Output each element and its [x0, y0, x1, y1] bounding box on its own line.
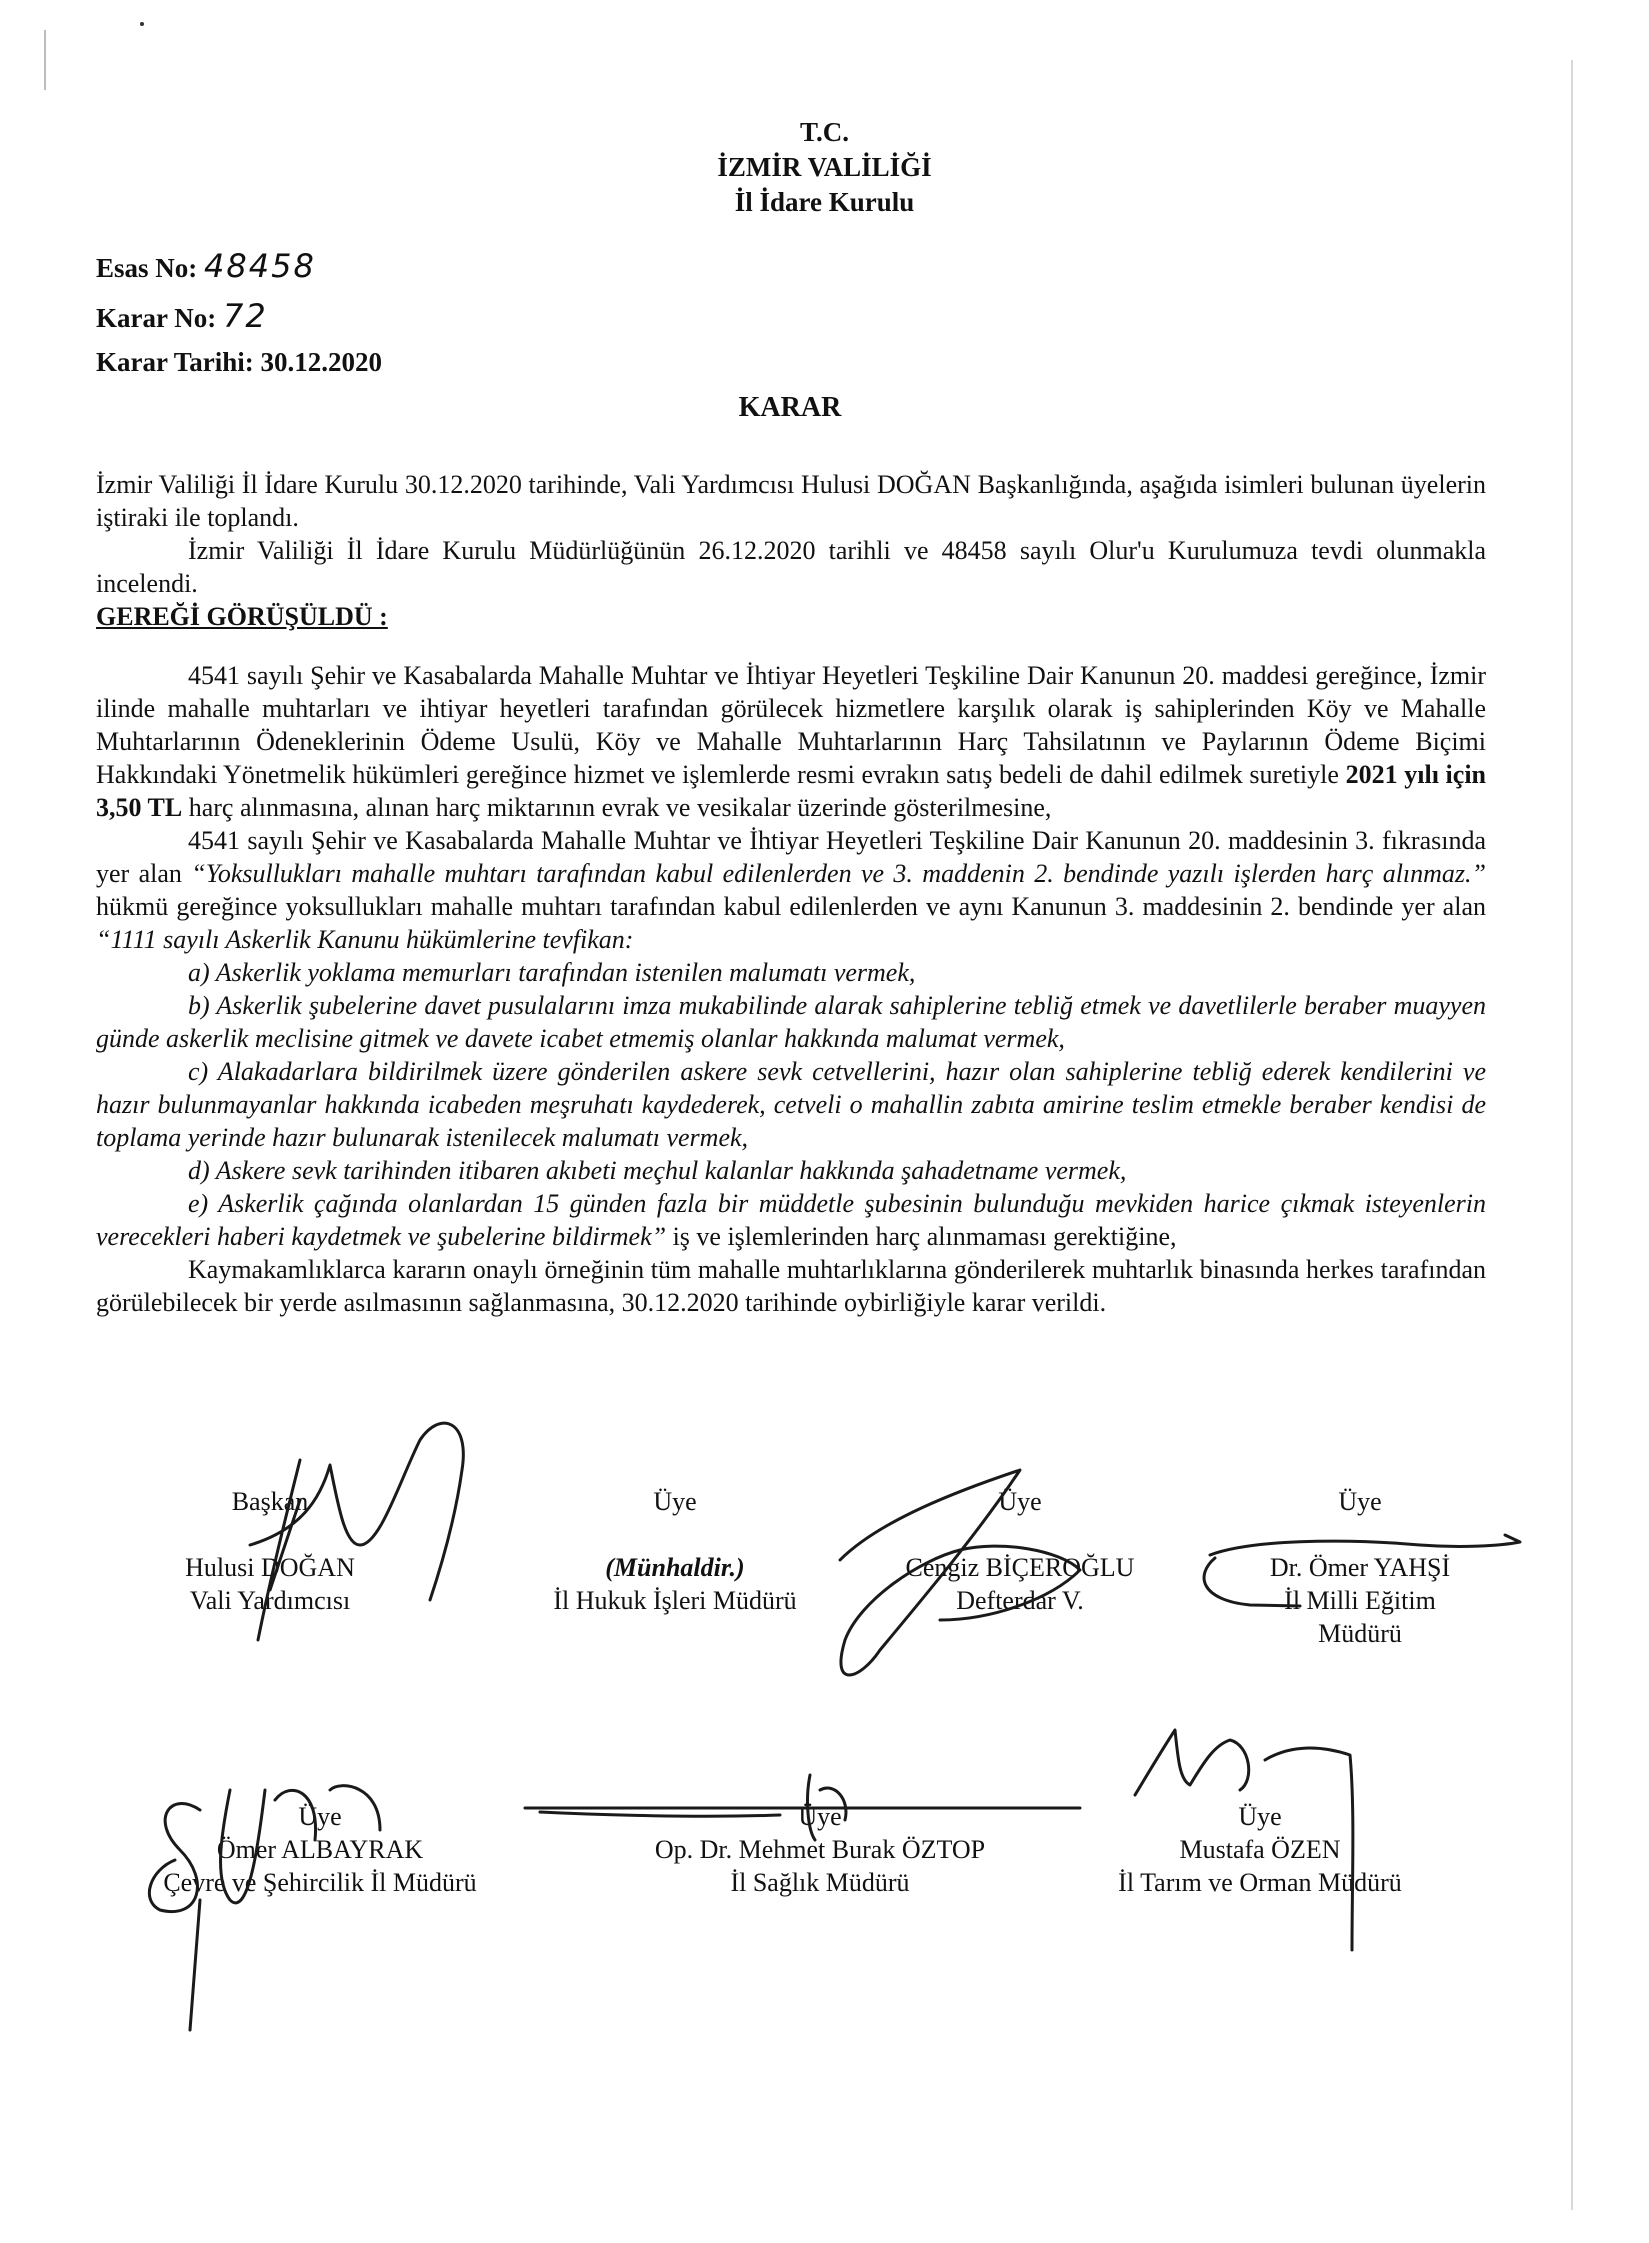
- list-item-d: d) Askere sevk tarihinden itibaren akıbeti meçhul kalanlar hakkında şahadetname vermek,: [188, 1156, 1127, 1185]
- exemption-text-a: 4541 sayılı Şehir ve Kasabalarda Mahalle Muhtar ve İhtiyar Heyetleri Teşkiline Dair Kanunun 20. maddesinin 3. fıkrasında yer alan: [96, 826, 1486, 888]
- document-body: [96, 468, 1486, 1319]
- esas-no-value: 48458: [204, 247, 316, 285]
- karar-no-value: 72: [222, 297, 268, 335]
- signature-health: [620, 1800, 1020, 1899]
- signature-chairman: [140, 1485, 400, 1617]
- paragraph-meeting: İzmir Valiliği İl İdare Kurulu 30.12.2020 tarihinde, Vali Yardımcısı Hulusi DOĞAN Başkanlığında, aşağıda isimleri bulunan üyelerin iştiraki ile toplandı.: [96, 470, 1486, 532]
- fee-text-a: 4541 sayılı Şehir ve Kasabalarda Mahalle Muhtar ve İhtiyar Heyetleri Teşkiline Dair Kanunun 20. maddesi gereğince, İzmir ilinde mahalle muhtarları ve ihtiyar heyetleri tarafından görülecek hizmetlere karşılık olarak iş sahiplerinden Köy ve Mahalle Muhtarlarının Ödeneklerinin Ödeme Usulü, Köy ve Mahalle Muhtarlarının Harç Tahsilatının ve Paylarının Ödeme Biçimi Hakkındaki Yönetmelik hükümleri gereğince hizmet ve işlemlerde resmi evrakın satış bedeli de dahil edilmek suretiyle: [96, 661, 1486, 789]
- karar-no: [96, 298, 268, 336]
- scan-edge-left: [44, 30, 46, 90]
- signature-title: Defterdar V.: [956, 1586, 1084, 1615]
- list-item-e: [96, 1187, 1486, 1253]
- signature-name: Hulusi DOĞAN: [185, 1553, 355, 1582]
- list-item-e-tail: iş ve işlemlerinden harç alınmaması gerektiğine,: [672, 1222, 1177, 1251]
- header-board: İl İdare Kurulu: [734, 187, 915, 217]
- signature-title-2: Müdürü: [1318, 1619, 1402, 1648]
- paragraph-review: İzmir Valiliği İl İdare Kurulu Müdürlüğünün 26.12.2020 tarihli ve 48458 sayılı Olur'u Kurulumuza tevdi olunmakla incelendi.: [96, 536, 1486, 598]
- paragraph-decision: Kaymakamlıklarca kararın onaylı örneğinin tüm mahalle muhtarlıklarına gönderilerek muhtarlık binasında herkes tarafından görülebilecek bir yerde asılmasının sağlanmasına, 30.12.2020 tarihinde oybirliğiyle karar verildi.: [96, 1255, 1486, 1317]
- signature-title: İl Tarım ve Orman Müdürü: [1118, 1868, 1402, 1897]
- signature-role: Üye: [653, 1487, 697, 1516]
- esas-no-label: Esas No:: [96, 253, 198, 283]
- signature-title: İl Hukuk İşleri Müdürü: [553, 1586, 797, 1615]
- signature-title: Vali Yardımcısı: [189, 1586, 351, 1615]
- signature-environment: [120, 1800, 520, 1899]
- scan-edge-right: [1571, 60, 1573, 2210]
- signature-role: Üye: [1338, 1487, 1382, 1516]
- document-title: KARAR: [738, 392, 842, 423]
- signature-role: Başkan: [231, 1487, 309, 1516]
- scan-speck: [140, 22, 144, 26]
- signature-role: Üye: [298, 1802, 342, 1831]
- fee-amount: 2021 yılı için 3,50 TL: [96, 760, 1487, 822]
- signature-treasury: [880, 1485, 1160, 1617]
- signature-name: Cengiz BİÇEROĞLU: [905, 1553, 1135, 1582]
- fee-text-b: harç alınmasına, alınan harç miktarının evrak ve vesikalar üzerinde gösterilmesine,: [188, 793, 1052, 822]
- signature-name: (Münhaldir.): [605, 1553, 745, 1582]
- karar-no-label: Karar No:: [96, 303, 217, 333]
- signature-legal-affairs: [530, 1485, 820, 1617]
- signature-title: İl Milli Eğitim: [1284, 1586, 1436, 1615]
- signature-name: Mustafa ÖZEN: [1179, 1835, 1341, 1864]
- exemption-quote-1: “Yoksullukları mahalle muhtarı tarafından kabul edilenlerden ve 3. maddenin 2. bendinde yazılı işlerden harç alınmaz.”: [191, 859, 1486, 888]
- karar-tarihi: Karar Tarihi: 30.12.2020: [96, 347, 383, 377]
- paragraph-fee: [96, 659, 1486, 824]
- list-item-b: b) Askerlik şubelerine davet pusulalarını imza mukabilinde alarak sahiplerine tebliğ etmek ve davetlilerle beraber muayyen günde askerlik meclisine gitmek ve davete icabet etmemiş olanlar hakkında malumat vermek,: [96, 991, 1486, 1053]
- exemption-text-b: hükmü gereğince yoksullukları mahalle muhtarı tarafından kabul edilenlerden ve aynı Kanunun 3. maddesinin 2. bendinde yer alan: [96, 892, 1486, 921]
- signature-role: Üye: [798, 1802, 842, 1831]
- esas-no: [96, 248, 316, 286]
- list-item-a: a) Askerlik yoklama memurları tarafından istenilen malumatı vermek,: [188, 958, 916, 987]
- list-item-e-text: e) Askerlik çağında olanlardan 15 günden fazla bir müddetle şubesinin bulunduğu mevkiden harice çıkmak isteyenlerin verecekleri haberi kaydetmek ve şubelerine bildirmek”: [96, 1189, 1486, 1251]
- paragraph-exemption: [96, 824, 1486, 956]
- signature-agriculture: [1080, 1800, 1440, 1899]
- signature-name: Dr. Ömer YAHŞİ: [1269, 1553, 1451, 1582]
- header-tc: T.C.: [799, 117, 849, 147]
- signature-education: [1230, 1485, 1490, 1650]
- signature-name: Ömer ALBAYRAK: [216, 1835, 424, 1864]
- signature-title: İl Sağlık Müdürü: [730, 1868, 910, 1897]
- signature-role: Üye: [998, 1487, 1042, 1516]
- list-item-c: c) Alakadarlara bildirilmek üzere gönderilen askere sevk cetvellerini, hazır olan sahiplerine tebliğ ederek kendilerini ve hazır bulunmayanlar hakkında icabeden meşruhatı kaydederek, cetveli o mahallin zabıta amirine teslim etmekle beraber kendisi de toplama yerinde hazır bulunarak istenilecek malumatı vermek,: [96, 1057, 1486, 1152]
- exemption-quote-2: “1111 sayılı Askerlik Kanunu hükümlerine tevfikan:: [96, 925, 634, 954]
- signature-role: Üye: [1238, 1802, 1282, 1831]
- signature-title: Çevre ve Şehircilik İl Müdürü: [163, 1868, 477, 1897]
- header-governorship: İZMİR VALİLİĞİ: [717, 152, 932, 182]
- signature-name: Op. Dr. Mehmet Burak ÖZTOP: [654, 1835, 986, 1864]
- section-heading: GEREĞİ GÖRÜŞÜLDÜ :: [96, 602, 388, 631]
